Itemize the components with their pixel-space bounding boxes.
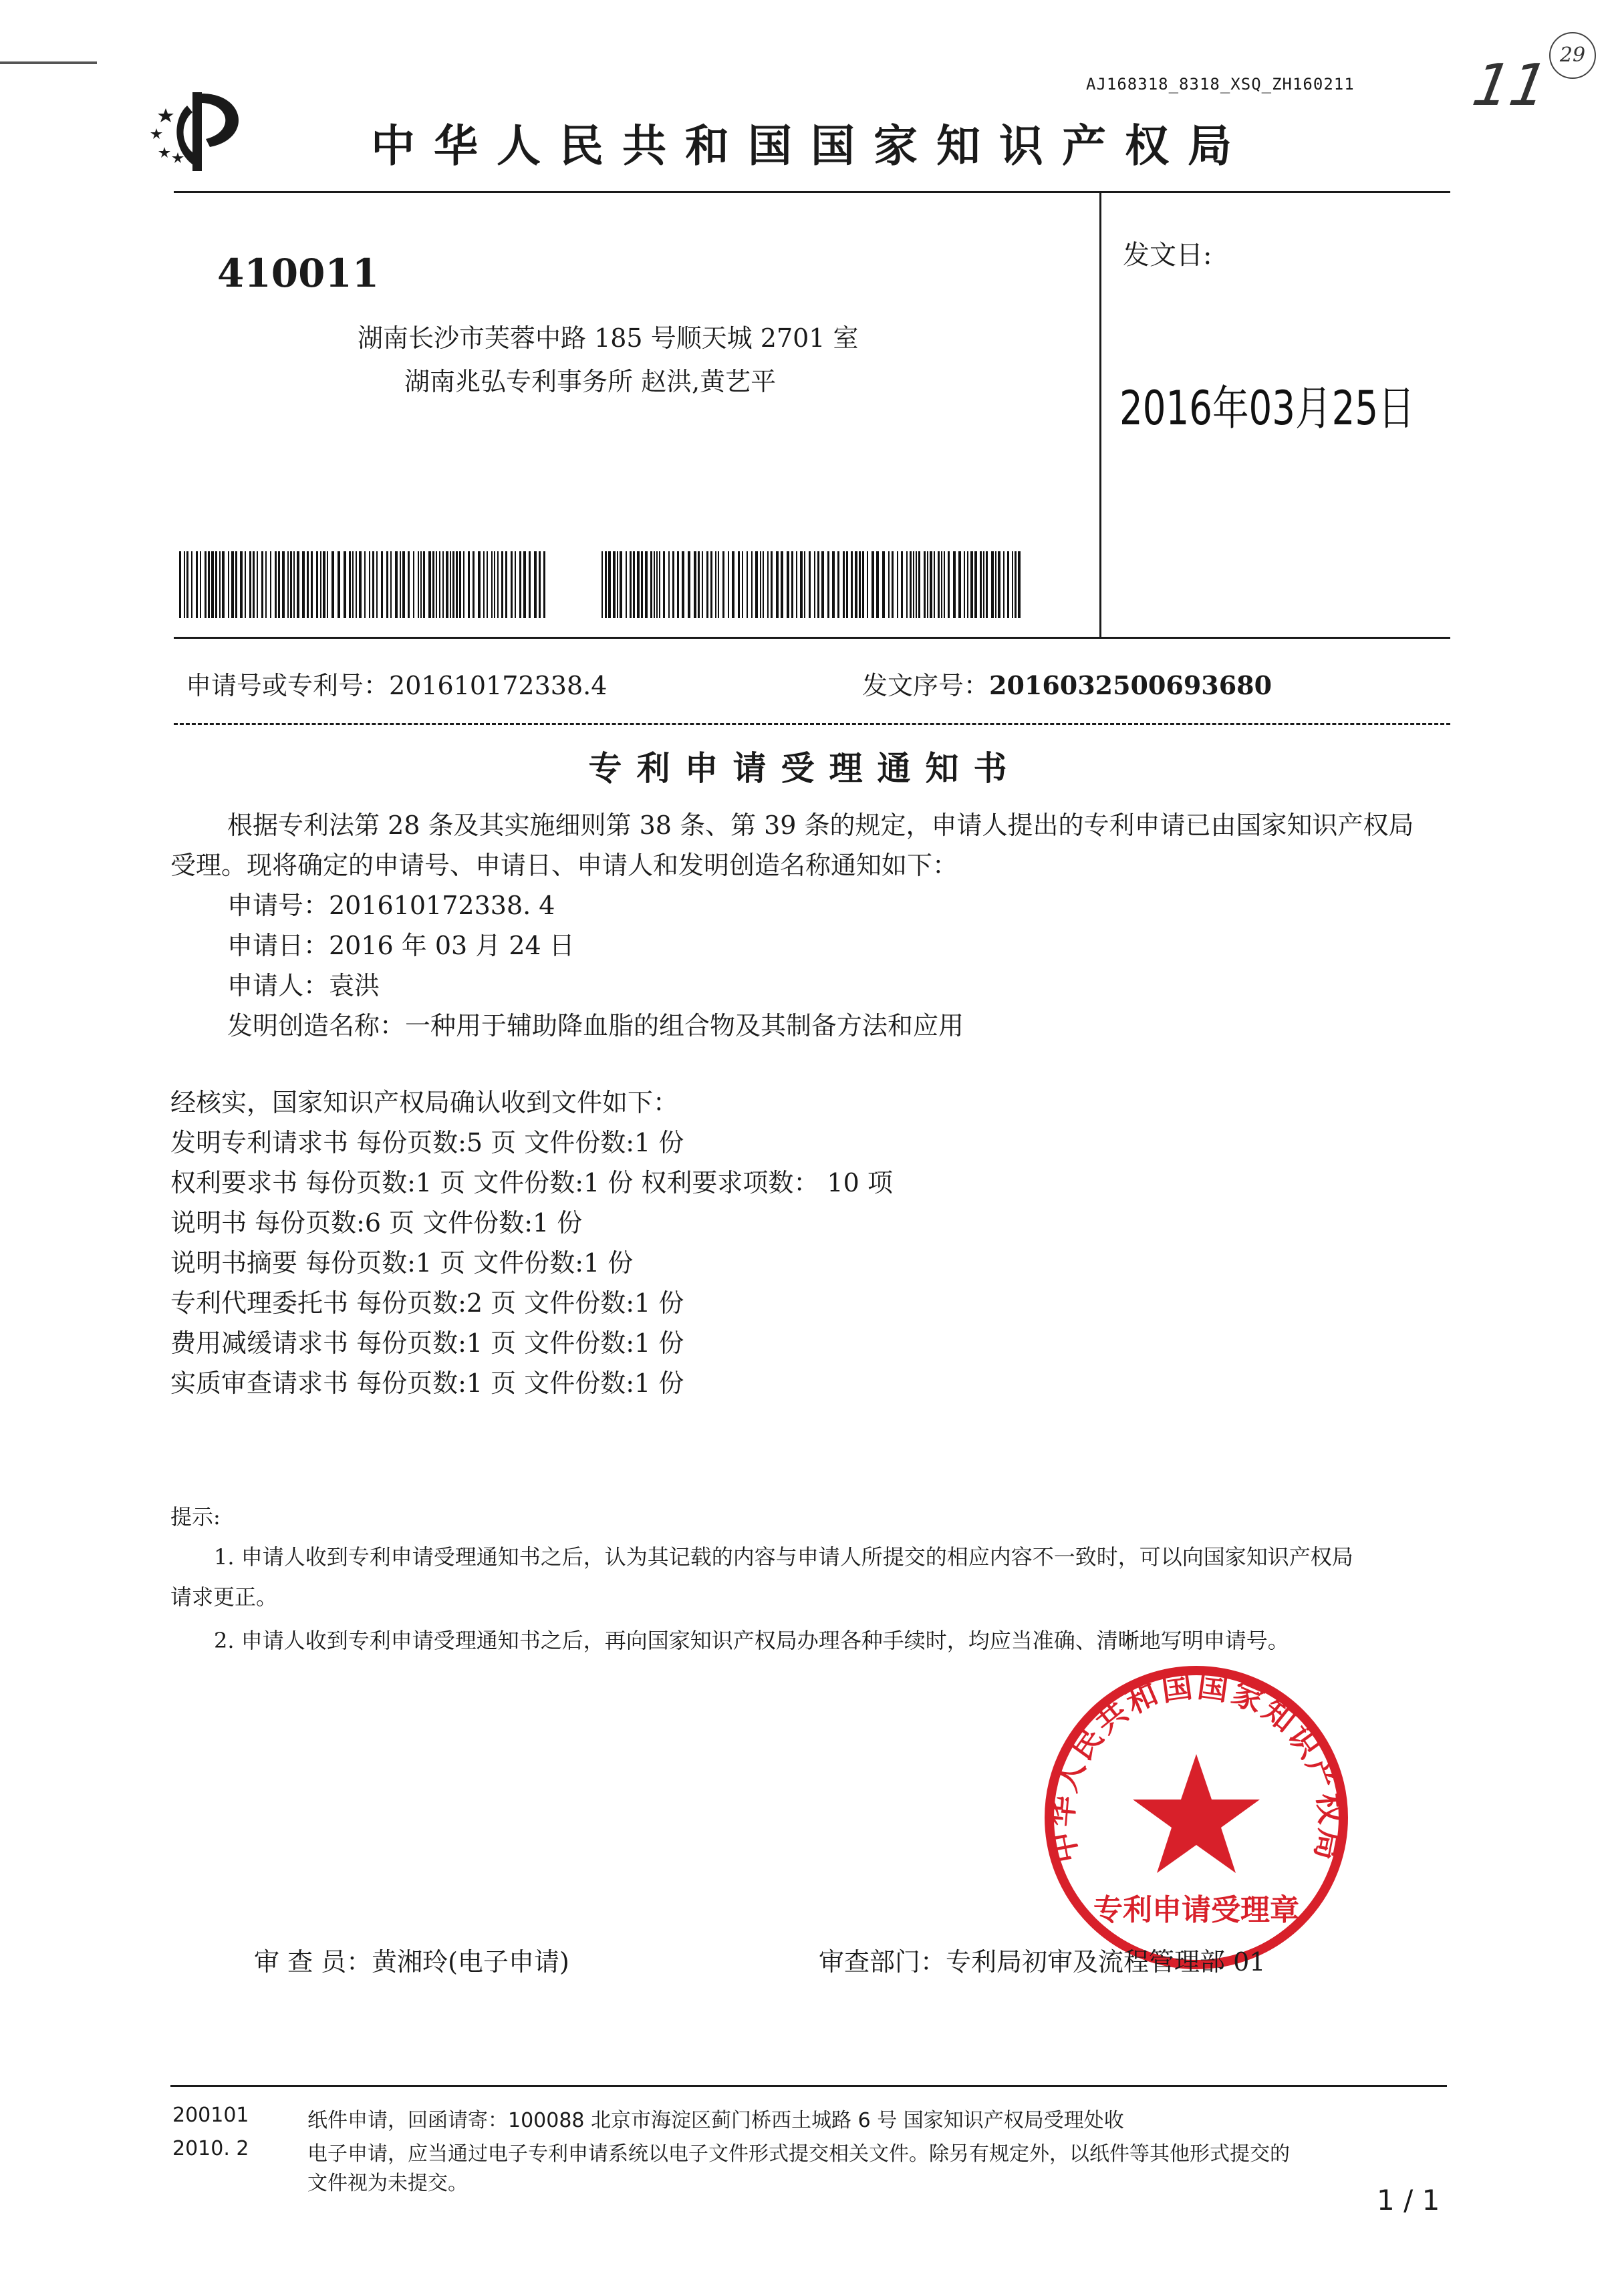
seal-outer-text: 中华人民共和国国家知识产权局 bbox=[1043, 1667, 1350, 1866]
barcode-bar bbox=[356, 551, 357, 618]
intro-paragraph-line: 根据专利法第 28 条及其实施细则第 38 条、第 39 条的规定，申请人提出的专利申请已由国家知识产权局 bbox=[227, 811, 1414, 840]
field-application-date: 申请日：2016 年 03 月 24 日 bbox=[227, 931, 575, 960]
barcode-bar bbox=[436, 551, 437, 618]
barcode-bar bbox=[338, 551, 340, 618]
barcode-bar bbox=[659, 551, 660, 618]
barcode-bar bbox=[867, 551, 868, 618]
barcode-bar bbox=[608, 551, 611, 618]
barcode-bar bbox=[941, 551, 942, 618]
handwritten-mark: 11 bbox=[1468, 52, 1553, 119]
application-number: 201610172338.4 bbox=[389, 671, 608, 700]
received-doc-row: 费用减缓请求书 每份页数:1 页 文件份数:1 份 bbox=[170, 1328, 684, 1358]
barcode-bar bbox=[428, 551, 431, 618]
barcode-bar bbox=[983, 551, 984, 618]
barcode-bar bbox=[620, 551, 622, 618]
barcode-bar bbox=[851, 551, 853, 618]
barcode-bar bbox=[191, 551, 192, 618]
barcode-bar bbox=[408, 551, 410, 618]
agency-logo bbox=[146, 86, 259, 179]
barcode-bar bbox=[529, 551, 531, 618]
barcode-bar bbox=[200, 551, 201, 618]
official-seal bbox=[1039, 1661, 1353, 1975]
barcode-bar bbox=[814, 551, 815, 618]
barcode-bar bbox=[958, 551, 961, 618]
barcode-bar bbox=[179, 551, 181, 618]
barcode-bar bbox=[463, 551, 464, 618]
barcode-bar bbox=[800, 551, 803, 618]
barcode-bar bbox=[641, 551, 643, 618]
barcode-bar bbox=[751, 551, 753, 618]
barcode-bar bbox=[821, 551, 824, 618]
tip-item-continuation: 请求更正。 bbox=[170, 1584, 278, 1610]
dispatch-date-stamp: 2016年03月25日 bbox=[1119, 381, 1415, 436]
barcode-bar bbox=[1007, 551, 1009, 618]
barcode-bar bbox=[998, 551, 1000, 618]
barcode-bar bbox=[442, 551, 444, 618]
barcode-bar bbox=[913, 551, 914, 618]
barcode-bar bbox=[323, 551, 325, 618]
barcode-bar bbox=[650, 551, 652, 618]
barcode-bar bbox=[944, 551, 945, 618]
footer-form-version: 2010. 2 bbox=[172, 2137, 249, 2160]
tip-item: 2. 申请人收到专利申请受理通知书之后，再向国家知识产权局办理各种手续时，均应当准确、清晰地写明申请号。 bbox=[214, 1628, 1289, 1653]
barcode-bar bbox=[452, 551, 454, 618]
barcode-bar bbox=[613, 551, 616, 618]
barcode-bar bbox=[882, 551, 885, 618]
received-doc-row: 说明书 每份页数:6 页 文件份数:1 份 bbox=[170, 1208, 583, 1238]
barcode-bar bbox=[722, 551, 724, 618]
notice-title: 专利申请受理通知书 bbox=[588, 749, 1022, 788]
barcode-bar bbox=[809, 551, 811, 618]
barcode-bar bbox=[282, 551, 285, 618]
barcode-bar bbox=[668, 551, 670, 618]
barcode-bar bbox=[245, 551, 246, 618]
barcode-bar bbox=[240, 551, 243, 618]
handwritten-page-number: 29 bbox=[1549, 32, 1596, 79]
barcode-bar bbox=[307, 551, 309, 618]
footer-rule bbox=[170, 2085, 1447, 2087]
barcode-bar bbox=[688, 551, 690, 618]
seal-inner-text: 专利申请受理章 bbox=[1093, 1893, 1299, 1927]
barcode-bar bbox=[184, 551, 185, 618]
barcode-bar bbox=[491, 551, 493, 618]
barcode-bar bbox=[710, 551, 712, 618]
barcode-bar bbox=[511, 551, 513, 618]
barcode-bar bbox=[369, 551, 370, 618]
barcode-bar bbox=[843, 551, 845, 618]
margin-stroke bbox=[0, 61, 97, 64]
barcode-bar bbox=[231, 551, 234, 618]
barcode-bar bbox=[331, 551, 334, 618]
barcode-bar bbox=[534, 551, 537, 618]
barcode-bar bbox=[974, 551, 977, 618]
barcode-bar bbox=[855, 551, 857, 618]
barcode-bar bbox=[901, 551, 903, 618]
barcode-bar bbox=[760, 551, 761, 618]
barcode-bar bbox=[186, 551, 188, 618]
barcode-bar bbox=[742, 551, 743, 618]
barcode bbox=[601, 551, 1023, 618]
barcode-bar bbox=[320, 551, 321, 618]
application-number-label: 申请号或专利号： bbox=[186, 671, 390, 700]
seal-star-icon bbox=[1133, 1754, 1260, 1873]
barcode-bar bbox=[215, 551, 217, 618]
barcode-bar bbox=[432, 551, 434, 618]
footer-form-code: 200101 bbox=[172, 2104, 249, 2127]
barcode-bar bbox=[519, 551, 521, 618]
barcode-bar bbox=[478, 551, 481, 618]
barcode-bar bbox=[275, 551, 277, 618]
barcode-bar bbox=[617, 551, 618, 618]
barcode-bar bbox=[633, 551, 635, 618]
barcode-bar bbox=[738, 551, 740, 618]
barcode-bar bbox=[316, 551, 318, 618]
barcode-bar bbox=[1012, 551, 1013, 618]
barcode-bar bbox=[771, 551, 773, 618]
header-rule bbox=[174, 191, 1450, 193]
barcode-bar bbox=[715, 551, 716, 618]
barcode-bar bbox=[767, 551, 769, 618]
barcode-bar bbox=[205, 551, 207, 618]
barcode-bar bbox=[995, 551, 996, 618]
field-application-number: 申请号：201610172338. 4 bbox=[227, 891, 555, 920]
barcode-bar bbox=[418, 551, 419, 618]
barcode-bar bbox=[196, 551, 198, 618]
barcode-bar bbox=[888, 551, 890, 618]
barcode-bar bbox=[208, 551, 210, 618]
barcode-bar bbox=[523, 551, 526, 618]
barcode-bar bbox=[927, 551, 928, 618]
barcode-bar bbox=[763, 551, 764, 618]
barcode-bar bbox=[837, 551, 839, 618]
barcode-bar bbox=[706, 551, 708, 618]
barcode-bar bbox=[718, 551, 719, 618]
field-applicant: 申请人：袁洪 bbox=[227, 971, 380, 1000]
barcode-bar bbox=[376, 551, 378, 618]
barcode-bar bbox=[423, 551, 425, 618]
barcode-bar bbox=[395, 551, 398, 618]
barcode-bar bbox=[938, 551, 940, 618]
barcode-bar bbox=[804, 551, 805, 618]
barcode-bar bbox=[924, 551, 926, 618]
barcode-bar bbox=[402, 551, 405, 618]
barcode-bar bbox=[211, 551, 214, 618]
barcode-bar bbox=[249, 551, 251, 618]
barcode-bar bbox=[796, 551, 797, 618]
barcode-bar bbox=[386, 551, 388, 618]
received-doc-row: 专利代理委托书 每份页数:2 页 文件份数:1 份 bbox=[170, 1288, 684, 1318]
barcode-bar bbox=[450, 551, 451, 618]
barcode-bar bbox=[862, 551, 864, 618]
barcode-bar bbox=[645, 551, 648, 618]
agency-name: 中华人民共和国国家知识产权局 bbox=[371, 120, 1250, 172]
barcode-bar bbox=[381, 551, 383, 618]
barcode-bar bbox=[654, 551, 655, 618]
barcode-bar bbox=[446, 551, 448, 618]
barcode-bar bbox=[967, 551, 968, 618]
barcode-bar bbox=[916, 551, 917, 618]
barcode-bar bbox=[459, 551, 461, 618]
barcode-bar bbox=[487, 551, 488, 618]
barcode-bar bbox=[456, 551, 458, 618]
serial-number-line bbox=[862, 665, 1272, 702]
barcode-bar bbox=[539, 551, 541, 618]
barcode-bar bbox=[235, 551, 237, 618]
barcode-bar bbox=[543, 551, 545, 618]
barcode-bar bbox=[290, 551, 292, 618]
barcode-bar bbox=[694, 551, 696, 618]
barcode-bar bbox=[364, 551, 366, 618]
recipient-address: 湖南长沙市芙蓉中路 185 号顺天城 2701 室 bbox=[358, 323, 859, 353]
page-indicator: 1 / 1 bbox=[1377, 2184, 1440, 2216]
barcode-bar bbox=[222, 551, 225, 618]
barcode-bar bbox=[420, 551, 422, 618]
barcode-bar bbox=[817, 551, 819, 618]
barcode-bar bbox=[637, 551, 640, 618]
barcode-bar bbox=[677, 551, 679, 618]
tips-heading: 提示: bbox=[170, 1504, 221, 1530]
footer-electronic-instructions: 电子申请，应当通过电子专利申请系统以电子文件形式提交相关文件。除另有规定外，以纸件等其他形式提交的 bbox=[307, 2142, 1290, 2166]
barcode-bar bbox=[483, 551, 485, 618]
barcode-bar bbox=[311, 551, 313, 618]
barcode-bar bbox=[663, 551, 665, 618]
barcode-bar bbox=[400, 551, 401, 618]
received-doc-row: 发明专利请求书 每份页数:5 页 文件份数:1 份 bbox=[170, 1128, 684, 1157]
barcode-bar bbox=[390, 551, 392, 618]
barcode-bar bbox=[702, 551, 703, 618]
barcode-bar bbox=[827, 551, 829, 618]
barcode-bar bbox=[497, 551, 499, 618]
barcode-bar bbox=[1015, 551, 1017, 618]
barcode-bar bbox=[352, 551, 354, 618]
barcode-bar bbox=[372, 551, 374, 618]
barcode-bar bbox=[906, 551, 908, 618]
barcode-bar bbox=[468, 551, 470, 618]
barcode-bar bbox=[253, 551, 255, 618]
barcode bbox=[179, 551, 545, 618]
barcode-bar bbox=[228, 551, 229, 618]
barcode-bar bbox=[980, 551, 982, 618]
barcode-bar bbox=[832, 551, 835, 618]
barcode-bar bbox=[991, 551, 994, 618]
postal-code: 410011 bbox=[217, 251, 380, 296]
received-doc-row: 权利要求书 每份页数:1 页 文件份数:1 份 权利要求项数： 10 项 bbox=[170, 1168, 893, 1197]
barcode-bar bbox=[948, 551, 950, 618]
barcode-bar bbox=[302, 551, 305, 618]
barcode-bar bbox=[776, 551, 779, 618]
barcode-bar bbox=[728, 551, 729, 618]
barcode-bar bbox=[964, 551, 965, 618]
barcode-bar bbox=[930, 551, 932, 618]
received-doc-row: 实质审查请求书 每份页数:1 页 文件份数:1 份 bbox=[170, 1369, 684, 1398]
barcode-bar bbox=[970, 551, 973, 618]
barcode-bar bbox=[219, 551, 221, 618]
barcode-bar bbox=[732, 551, 734, 618]
barcode-bar bbox=[859, 551, 861, 618]
barcode-bar bbox=[656, 551, 658, 618]
barcode-bar bbox=[918, 551, 920, 618]
identifier-rule bbox=[174, 637, 1450, 639]
dispatch-date-label: 发文日: bbox=[1123, 240, 1212, 271]
barcode-bar bbox=[755, 551, 758, 618]
barcode-bar bbox=[747, 551, 748, 618]
barcode-bar bbox=[270, 551, 271, 618]
date-column-divider bbox=[1099, 192, 1101, 637]
received-docs-heading: 经核实，国家知识产权局确认收到文件如下： bbox=[170, 1088, 679, 1117]
barcode-bar bbox=[698, 551, 700, 618]
barcode-bar bbox=[791, 551, 793, 618]
barcode-bar bbox=[413, 551, 414, 618]
barcode-bar bbox=[605, 551, 607, 618]
barcode-bar bbox=[601, 551, 603, 618]
intro-paragraph-line: 受理。现将确定的申请号、申请日、申请人和发明创造名称通知如下： bbox=[170, 851, 958, 880]
barcode-bar bbox=[297, 551, 299, 618]
received-doc-row: 说明书摘要 每份页数:1 页 文件份数:1 份 bbox=[170, 1248, 634, 1278]
barcode-bar bbox=[876, 551, 879, 618]
barcode-bar bbox=[892, 551, 894, 618]
barcode-bar bbox=[505, 551, 507, 618]
barcode-bar bbox=[494, 551, 495, 618]
barcode-bar bbox=[953, 551, 956, 618]
barcode-bar bbox=[344, 551, 346, 618]
barcode-bar bbox=[1018, 551, 1021, 618]
barcode-bar bbox=[257, 551, 258, 618]
serial-number: 2016032500693680 bbox=[989, 670, 1272, 700]
barcode-bar bbox=[630, 551, 632, 618]
barcode-bar bbox=[327, 551, 328, 618]
barcode-bar bbox=[672, 551, 674, 618]
examiner: 审 查 员：黄湘玲(电子申请) bbox=[254, 1947, 569, 1977]
barcode-bar bbox=[986, 551, 988, 618]
barcode-bar bbox=[501, 551, 503, 618]
barcode-bar bbox=[278, 551, 280, 618]
document-code: AJ168318_8318_XSQ_ZH160211 bbox=[1086, 75, 1355, 94]
barcode-bar bbox=[1003, 551, 1004, 618]
barcode-bar bbox=[781, 551, 783, 618]
barcode-bar bbox=[261, 551, 263, 618]
barcode-bar bbox=[897, 551, 898, 618]
barcode-bar bbox=[682, 551, 684, 618]
footer-mail-instructions: 纸件申请，回函请寄：100088 北京市海淀区蓟门桥西土城路 6 号 国家知识产权局受理处收 bbox=[307, 2109, 1124, 2132]
barcode-bar bbox=[359, 551, 362, 618]
barcode-bar bbox=[846, 551, 848, 618]
field-invention-title: 发明创造名称：一种用于辅助降血脂的组合物及其制备方法和应用 bbox=[227, 1011, 964, 1040]
examining-department: 审查部门：专利局初审及流程管理部 01 bbox=[819, 1947, 1266, 1977]
barcode-bar bbox=[515, 551, 516, 618]
barcode-bar bbox=[439, 551, 440, 618]
recipient-agency: 湖南兆弘专利事务所 赵洪,黄艺平 bbox=[404, 367, 777, 396]
identifier-dashed-rule bbox=[174, 723, 1450, 725]
barcode-bar bbox=[626, 551, 627, 618]
barcode-bar bbox=[287, 551, 289, 618]
barcode-bar bbox=[934, 551, 935, 618]
tip-item: 1. 申请人收到专利申请受理通知书之后，认为其记载的内容与申请人所提交的相应内容不一致时，可以向国家知识产权局 bbox=[214, 1544, 1353, 1570]
barcode-bar bbox=[473, 551, 475, 618]
application-number-line bbox=[186, 665, 607, 702]
serial-number-label: 发文序号： bbox=[862, 671, 990, 700]
barcode-bar bbox=[265, 551, 267, 618]
barcode-bar bbox=[910, 551, 912, 618]
barcode-bar bbox=[349, 551, 351, 618]
barcode-bar bbox=[787, 551, 789, 618]
barcode-bar bbox=[293, 551, 295, 618]
footer-electronic-instructions-cont: 文件视为未提交。 bbox=[307, 2172, 468, 2195]
barcode-bar bbox=[871, 551, 874, 618]
